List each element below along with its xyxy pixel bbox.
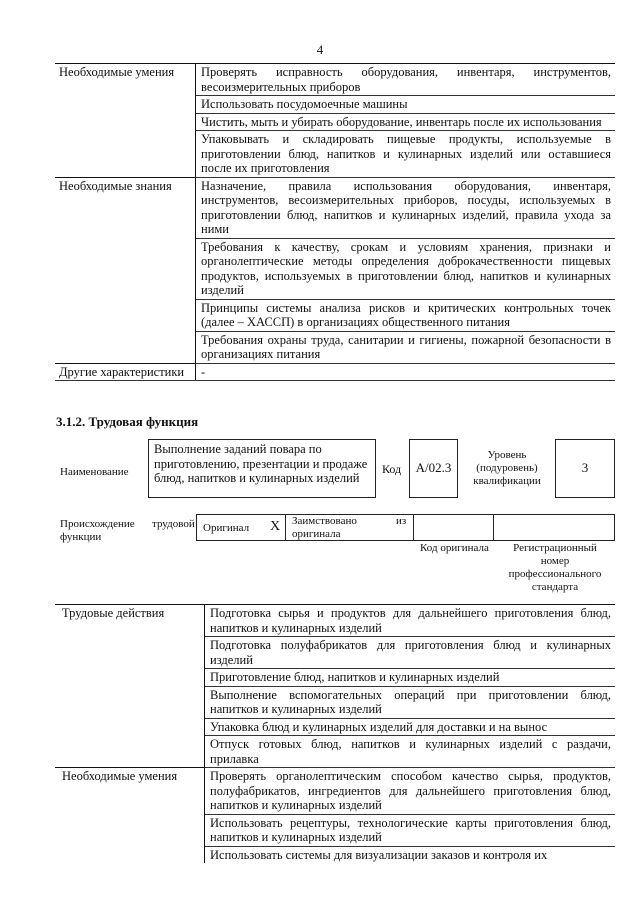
table-cell: Приготовление блюд, напитков и кулинарных изделий xyxy=(205,669,616,687)
table-cell: Назначение, правила использования оборудования, инвентаря, инструментов, весоизмерительных приборов, посуды, используемых в приготовлении блюд, напитков и кулинарных изделий, правила ухода за ними xyxy=(196,177,616,238)
table-cell: Упаковывать и складировать пищевые продукты, используемые в приготовлении блюд, напитков и кулинарных изделий или оставшиеся после их приготовления xyxy=(196,131,616,178)
code-value: A/02.3 xyxy=(415,460,452,475)
level-label: Уровень (подуровень) квалификации xyxy=(473,449,541,487)
row-label-knowledge: Необходимые знания xyxy=(55,177,196,363)
table-cell: Требования к качеству, срокам и условиям хранения, признаки и органолептические методы определения доброкачественности пищевых продуктов, используемых в приготовлении блюд, напитков и кулинарных изделий xyxy=(196,238,616,299)
table-cell: - xyxy=(196,363,616,381)
row-label-skills-2: Необходимые умения xyxy=(55,768,205,864)
table-cell: Использовать системы для визуализации заказов и контроля их xyxy=(210,847,548,862)
skills-knowledge-table xyxy=(55,63,615,381)
divider xyxy=(413,514,414,541)
table-cell: Упаковка блюд и кулинарных изделий для доставки и на вынос xyxy=(205,718,616,736)
labor-actions-table xyxy=(55,604,615,863)
name-value: Выполнение заданий повара по приготовлению, презентации и продаже блюд, напитков и кулинарных изделий xyxy=(154,442,368,485)
divider xyxy=(285,514,286,541)
row-label-actions: Трудовые действия xyxy=(55,605,205,768)
table-cell: Использовать рецептуры, технологические карты приготовления блюд, напитков и кулинарных изделий xyxy=(205,814,616,846)
borrowed-label-2: из xyxy=(396,515,407,527)
borrowed-label-3: оригинала xyxy=(292,528,341,540)
table-cell: Чистить, мыть и убирать оборудование, инвентарь после их использования xyxy=(196,113,616,131)
table-cell: Использовать посудомоечные машины xyxy=(196,96,616,114)
row-label-skills: Необходимые умения xyxy=(55,64,196,178)
table-cell: Выполнение вспомогательных операций при приготовлении блюд, напитков и кулинарных изделий xyxy=(205,686,616,718)
origin-label-1: Происхождение xyxy=(60,518,135,530)
origin-label-3: функции xyxy=(60,531,102,543)
divider xyxy=(493,514,494,541)
table-cell: Проверять исправность оборудования, инвентаря, инструментов, весоизмерительных приборов xyxy=(196,64,616,96)
row-label-other: Другие характеристики xyxy=(55,363,196,381)
table-cell: Подготовка сырья и продуктов для дальнейшего приготовления блюд, напитков и кулинарных изделий xyxy=(205,605,616,637)
name-label: Наименование xyxy=(60,466,129,478)
borrowed-label-1: Заимствовано xyxy=(292,515,357,527)
table-cell: Отпуск готовых блюд, напитков и кулинарных изделий с раздачи, прилавка xyxy=(205,736,616,768)
code-original-caption: Код оригинала xyxy=(420,542,489,554)
table-cell: Подготовка полуфабрикатов для приготовления блюд и кулинарных изделий xyxy=(205,637,616,669)
reg-number-caption: Регистрационный номер профессионального стандарта xyxy=(508,542,602,593)
page-number: 4 xyxy=(316,42,324,57)
table-cell: Требования охраны труда, санитарии и гигиены, пожарной безопасности в организациях питания xyxy=(196,331,616,363)
table-cell: Проверять органолептическим способом качество сырья, продуктов, полуфабрикатов, ингредиентов для дальнейшего приготовления блюд, напитков и кулинарных изделий xyxy=(205,768,616,815)
origin-label-2: трудовой xyxy=(152,518,195,530)
table-cell: Принципы системы анализа рисков и критических контрольных точек (далее – ХАССП) в организациях общественного питания xyxy=(196,299,616,331)
section-heading: 3.1.2. Трудовая функция xyxy=(56,414,199,429)
code-label: Код xyxy=(382,462,402,476)
level-value: 3 xyxy=(581,460,589,475)
original-label: Оригинал xyxy=(203,522,250,534)
original-mark: X xyxy=(270,519,281,534)
